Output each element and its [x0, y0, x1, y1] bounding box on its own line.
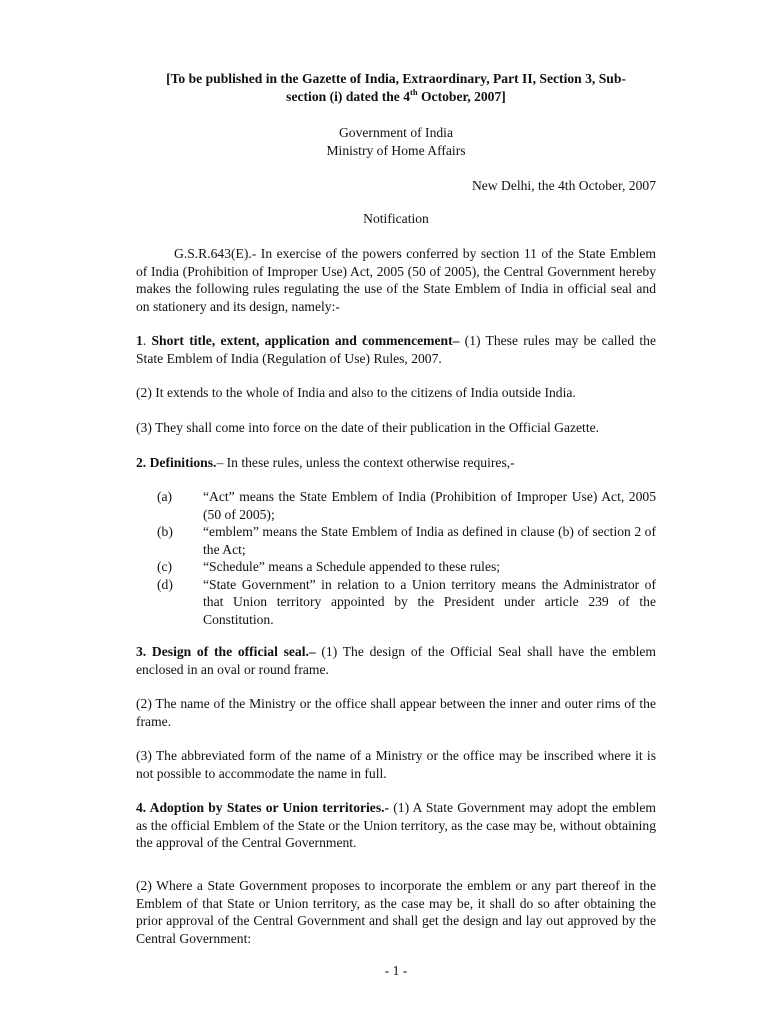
definition-item — [157, 523, 656, 558]
rule-1-number-dot: . — [142, 333, 147, 348]
definition-label: (b) — [157, 524, 173, 539]
rule-3-sub-1: (1) The design of the Official Seal shall have the emblem enclosed in an oval or round frame. — [136, 644, 657, 677]
publication-note-line1: [To be published in the Gazette of India, Extraordinary, Part II, Section 3, Sub- — [166, 71, 626, 86]
definition-label: (c) — [157, 559, 173, 574]
rule-3-heading: 3. Design of the official seal.– — [136, 644, 316, 659]
rule-1-sub-3: (3) They shall come into force on the date of their publication in the Official Gazette. — [136, 420, 600, 435]
definition-item — [157, 576, 656, 629]
definitions-list — [157, 488, 656, 628]
definition-item — [157, 558, 656, 576]
rule-3-paragraph — [136, 643, 656, 678]
rule-4-sub-2: (2) Where a State Government proposes to incorporate the emblem or any part thereof in the Emblem of that State or Union territory, as the case may be, it shall do so after obtaining the prior approval of the Central Government and shall get the design and lay out approved by the Central Government: — [136, 878, 656, 946]
publication-note — [136, 70, 656, 105]
rule-1-paragraph — [136, 332, 656, 367]
publication-note-superscript: th — [410, 86, 418, 97]
definition-text: “Act” means the State Emblem of India (Prohibition of Improper Use) Act, 2005 (50 of 2005); — [203, 489, 656, 522]
government-name: Government of India — [338, 125, 453, 140]
definition-text: “emblem” means the State Emblem of India as defined in clause (b) of section 2 of the Act; — [203, 524, 656, 557]
page-number: - 1 - — [384, 963, 408, 978]
rule-1-sub-1: (1) These rules may be called the State Emblem of India (Regulation of Use) Rules, 2007. — [136, 333, 656, 366]
rule-2-heading: 2. Definitions. — [136, 455, 217, 470]
publication-note-line2-end: October, 2007] — [417, 88, 506, 104]
rule-4-paragraph — [136, 799, 656, 852]
rule-3-sub-3: (3) The abbreviated form of the name of a Ministry or the office may be inscribed where it is not possible to accommodate the name in full. — [136, 748, 656, 781]
preamble-paragraph: G.S.R.643(E).- In exercise of the powers conferred by section 11 of the State Emblem of India (Prohibition of Improper Use) Act, 2005 (50 of 2005), the Central Government hereby makes the following rules regulating the use of the State Emblem of India in official seal and on stationery and its design, namely:- — [136, 246, 656, 314]
definition-text: “Schedule” means a Schedule appended to these rules; — [203, 559, 501, 574]
notification-title: Notification — [363, 211, 429, 226]
definition-text: “State Government” in relation to a Union territory means the Administrator of that Union territory appointed by the President under article 239 of the Constitution. — [203, 576, 656, 627]
publication-note-line2: section (i) dated the 4 — [286, 88, 411, 104]
place-and-date: New Delhi, the 4th October, 2007 — [471, 178, 656, 193]
issuing-authority — [136, 124, 656, 159]
definition-label: (d) — [157, 576, 173, 592]
rule-4-sub-1: (1) A State Government may adopt the emblem as the official Emblem of the State or the Union territory, as the case may be, without obtaining the approval of the Central Government. — [136, 800, 656, 850]
definition-label: (a) — [157, 489, 173, 504]
rule-1-sub-2: (2) It extends to the whole of India and also to the citizens of India outside India. — [136, 385, 576, 400]
rule-1-number: 1 — [136, 333, 143, 348]
rule-2-intro: – In these rules, unless the context otherwise requires,- — [216, 455, 515, 470]
definition-item — [157, 488, 656, 523]
rule-1-heading: Short title, extent, application and commencement– — [151, 333, 460, 348]
rule-4-heading: 4. Adoption by States or Union territories.- — [136, 800, 390, 815]
rule-3-sub-2: (2) The name of the Ministry or the office shall appear between the inner and outer rims of the frame. — [136, 696, 656, 729]
ministry-name: Ministry of Home Affairs — [326, 142, 466, 158]
rule-2-paragraph — [136, 454, 656, 472]
